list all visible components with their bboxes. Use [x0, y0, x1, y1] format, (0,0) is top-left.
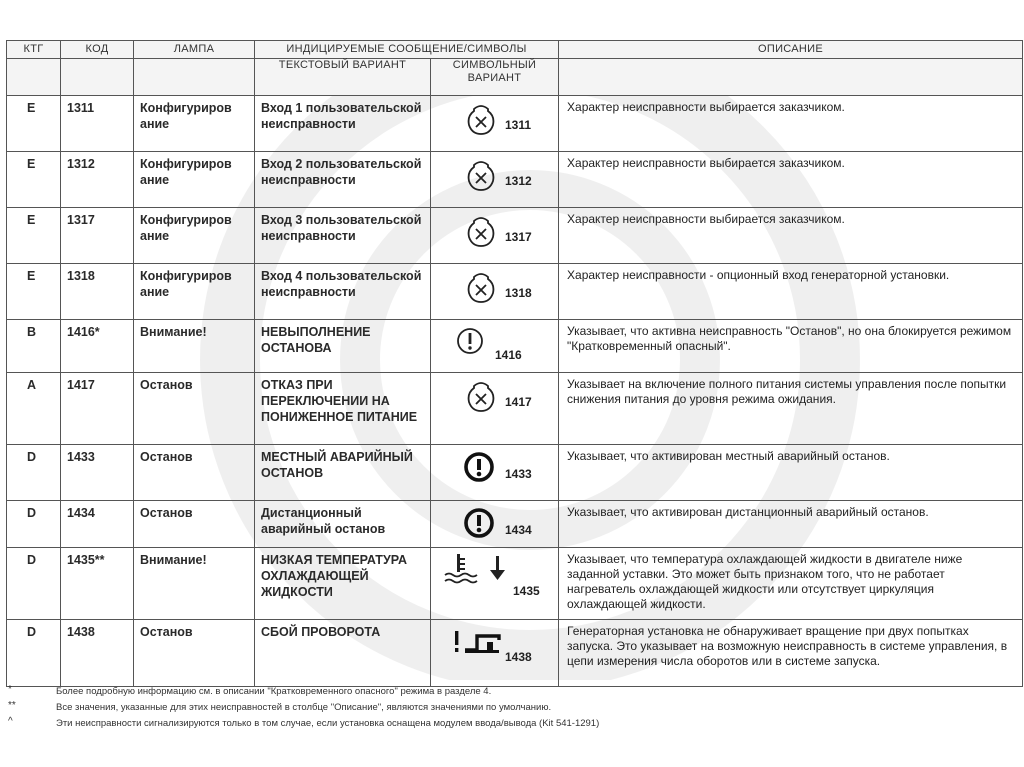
symbol-variant — [431, 373, 558, 444]
code-value-cell — [61, 445, 134, 501]
lamp-value-cell — [134, 501, 255, 548]
text-variant-cell — [255, 320, 431, 373]
code-value: 1311 — [67, 101, 95, 115]
code-value: 1317 — [67, 213, 95, 227]
subheader-text-variant: ТЕКСТОВЫЙ ВАРИАНТ — [255, 59, 431, 96]
table-row — [7, 208, 1023, 264]
text-variant: Вход 2 пользовательской неисправности — [261, 157, 422, 187]
footnote — [6, 700, 1022, 716]
code-value-cell — [61, 548, 134, 620]
description-value: Характер неисправности выбирается заказчиком. — [567, 212, 845, 226]
text-variant-cell — [255, 620, 431, 687]
description-value-cell — [559, 96, 1023, 152]
ktg-value-cell — [7, 445, 61, 501]
lamp-value: Останов — [140, 506, 193, 520]
symbol-variant-cell — [431, 548, 559, 620]
code-value-cell — [61, 96, 134, 152]
symbol-variant — [431, 152, 558, 207]
code-value: 1417 — [67, 378, 95, 392]
footnotes — [6, 684, 1022, 732]
text-variant-cell — [255, 445, 431, 501]
symbol-code: 1434 — [505, 523, 532, 537]
lamp-value: Конфигуриров ание — [140, 101, 232, 131]
footnote-text: Более подробную информацию см. в описании "Кратковременного опасного" режима в разделе 4. — [56, 686, 492, 697]
symbol-variant-cell — [431, 152, 559, 208]
text-variant: НЕВЫПОЛНЕНИЕ ОСТАНОВА — [261, 325, 371, 355]
code-value-cell — [61, 620, 134, 687]
lamp-value-cell — [134, 620, 255, 687]
description-value: Характер неисправности выбирается заказчиком. — [567, 156, 845, 170]
description-value: Указывает, что активирован дистанционный аварийный останов. — [567, 505, 929, 519]
subheader-row — [7, 59, 1023, 96]
footnote-text: Все значения, указанные для этих неисправностей в столбце "Описание", являются значениями по умолчанию. — [56, 702, 552, 713]
code-value-cell — [61, 501, 134, 548]
code-value: 1438 — [67, 625, 95, 639]
ktg-value: D — [27, 553, 37, 567]
symbol-variant — [431, 501, 558, 547]
table-row — [7, 320, 1023, 373]
text-variant-cell — [255, 373, 431, 445]
footnote-mark: ^ — [8, 716, 13, 727]
text-variant-cell — [255, 152, 431, 208]
description-value: Указывает, что активна неисправность "Останов", но она блокируется режимом "Кратковременный опасный". — [567, 324, 1012, 353]
lamp-value: Конфигуриров ание — [140, 157, 232, 187]
lamp-value-cell — [134, 208, 255, 264]
lamp-value-cell — [134, 445, 255, 501]
text-variant: Вход 4 пользовательской неисправности — [261, 269, 422, 299]
description-value-cell — [559, 320, 1023, 373]
ktg-value: E — [27, 101, 36, 115]
code-value: 1416* — [67, 325, 100, 339]
symbol-variant — [431, 264, 558, 319]
symbol-code: 1417 — [505, 395, 532, 409]
table-row — [7, 373, 1023, 445]
description-value-cell — [559, 548, 1023, 620]
symbol-code: 1311 — [505, 118, 532, 132]
symbol-code: 1433 — [505, 467, 532, 481]
footnote-mark: * — [8, 684, 12, 695]
code-value-cell — [61, 264, 134, 320]
fault-code-table — [6, 40, 1023, 687]
symbol-variant-cell — [431, 208, 559, 264]
ktg-value: D — [27, 450, 37, 464]
subheader-symbol-variant-line1: СИМВОЛЬНЫЙ — [452, 59, 537, 71]
symbol-variant-cell — [431, 501, 559, 548]
symbol-variant — [431, 208, 558, 263]
subheader-symbol-variant-line2: ВАРИАНТ — [467, 72, 522, 84]
symbol-variant — [431, 96, 558, 151]
symbol-variant — [431, 320, 558, 372]
table-row — [7, 96, 1023, 152]
description-value: Характер неисправности выбирается заказчиком. — [567, 100, 845, 114]
lamp-value-cell — [134, 548, 255, 620]
lamp-value: Внимание! — [140, 553, 207, 567]
ktg-value: E — [27, 213, 36, 227]
ktg-value-cell — [7, 501, 61, 548]
code-value: 1434 — [67, 506, 95, 520]
subheader-symbol-variant — [431, 59, 559, 96]
description-value-cell — [559, 208, 1023, 264]
description-value: Генераторная установка не обнаруживает вращение при двух попытках запуска. Это указывает на возможную неисправность в системе управления, в цепи измерения числа оборотов или в системе запуска. — [567, 624, 1008, 668]
ktg-value-cell — [7, 620, 61, 687]
text-variant: НИЗКАЯ ТЕМПЕРАТУРА ОХЛАЖДАЮЩЕЙ ЖИДКОСТИ — [261, 553, 407, 599]
lamp-value: Конфигуриров ание — [140, 269, 232, 299]
code-value: 1318 — [67, 269, 95, 283]
lamp-value: Внимание! — [140, 325, 207, 339]
header-indicated: ИНДИЦИРУЕМЫЕ СООБЩЕНИЕ/СИМВОЛЫ — [255, 41, 559, 59]
description-value: Указывает на включение полного питания системы управления после попытки снижения питания до уровня режима ожидания. — [567, 377, 1007, 406]
description-value-cell — [559, 501, 1023, 548]
text-variant-cell — [255, 264, 431, 320]
symbol-code: 1435 — [513, 584, 540, 598]
description-value: Указывает, что температура охлаждающей жидкости в двигателе ниже заданной уставки. Это может быть признаком того, что не работает нагреватель охлаждающей жидкости или отсутствует циркуляция охлаждающей жидкости. — [567, 552, 963, 611]
table-row — [7, 264, 1023, 320]
lamp-value: Останов — [140, 450, 193, 464]
lamp-value: Останов — [140, 625, 193, 639]
text-variant: Вход 3 пользовательской неисправности — [261, 213, 422, 243]
header-lamp: ЛАМПА — [134, 41, 255, 59]
ktg-value: B — [27, 325, 37, 339]
description-value: Характер неисправности - опционный вход генераторной установки. — [567, 268, 950, 282]
subheader-empty-ktg — [7, 59, 61, 96]
table-row — [7, 501, 1023, 548]
ktg-value-cell — [7, 264, 61, 320]
ktg-value-cell — [7, 152, 61, 208]
lamp-value-cell — [134, 264, 255, 320]
header-row — [7, 41, 1023, 59]
subheader-empty-code — [61, 59, 134, 96]
description-value-cell — [559, 264, 1023, 320]
lamp-value-cell — [134, 373, 255, 445]
ktg-value-cell — [7, 96, 61, 152]
footnote — [6, 716, 1022, 732]
description-value-cell — [559, 620, 1023, 687]
footnote-text: Эти неисправности сигнализируются только в том случае, если установка оснащена модулем ввода/вывода (Kit 541-1291) — [56, 718, 600, 729]
table-row — [7, 620, 1023, 687]
code-value-cell — [61, 373, 134, 445]
text-variant: Вход 1 пользовательской неисправности — [261, 101, 422, 131]
lamp-value-cell — [134, 96, 255, 152]
ktg-value: D — [27, 625, 37, 639]
code-value-cell — [61, 152, 134, 208]
table-row — [7, 445, 1023, 501]
ktg-value: D — [27, 506, 37, 520]
symbol-variant — [431, 548, 558, 619]
lamp-value: Конфигуриров ание — [140, 213, 232, 243]
description-value-cell — [559, 152, 1023, 208]
code-value: 1435** — [67, 553, 105, 567]
header-ktg: КТГ — [7, 41, 61, 59]
table-body — [7, 96, 1023, 687]
subheader-empty-lamp — [134, 59, 255, 96]
symbol-code: 1318 — [505, 286, 532, 300]
description-value-cell — [559, 373, 1023, 445]
ktg-value: A — [27, 378, 37, 392]
symbol-variant — [431, 620, 558, 686]
ktg-value-cell — [7, 548, 61, 620]
ktg-value: E — [27, 269, 36, 283]
symbol-variant-cell — [431, 96, 559, 152]
code-value-cell — [61, 320, 134, 373]
text-variant-cell — [255, 96, 431, 152]
code-value: 1312 — [67, 157, 95, 171]
lamp-value-cell — [134, 320, 255, 373]
table-row — [7, 152, 1023, 208]
text-variant: СБОЙ ПРОВОРОТА — [261, 625, 381, 639]
ktg-value-cell — [7, 373, 61, 445]
code-value-cell — [61, 208, 134, 264]
table-row — [7, 548, 1023, 620]
text-variant-cell — [255, 548, 431, 620]
ktg-value: E — [27, 157, 36, 171]
symbol-variant-cell — [431, 373, 559, 445]
symbol-code: 1438 — [505, 650, 532, 664]
description-value-cell — [559, 445, 1023, 501]
fault-code-table-frame — [6, 40, 1022, 687]
ktg-value-cell — [7, 208, 61, 264]
symbol-variant — [431, 445, 558, 500]
text-variant-cell — [255, 208, 431, 264]
text-variant: МЕСТНЫЙ АВАРИЙНЫЙ ОСТАНОВ — [261, 450, 413, 480]
symbol-variant-cell — [431, 445, 559, 501]
lamp-value-cell — [134, 152, 255, 208]
text-variant: ОТКАЗ ПРИ ПЕРЕКЛЮЧЕНИИ НА ПОНИЖЕННОЕ ПИТАНИЕ — [261, 378, 418, 424]
description-value: Указывает, что активирован местный аварийный останов. — [567, 449, 890, 463]
ktg-value-cell — [7, 320, 61, 373]
footnote — [6, 684, 1022, 700]
symbol-code: 1416 — [495, 348, 522, 362]
subheader-empty-description — [559, 59, 1023, 96]
symbol-variant-cell — [431, 320, 559, 373]
text-variant: Дистанционный аварийный останов — [261, 506, 386, 536]
header-code: КОД — [61, 41, 134, 59]
code-value: 1433 — [67, 450, 95, 464]
header-description: ОПИСАНИЕ — [559, 41, 1023, 59]
symbol-variant-cell — [431, 264, 559, 320]
text-variant-cell — [255, 501, 431, 548]
footnote-mark: ** — [8, 700, 16, 711]
symbol-variant-cell — [431, 620, 559, 687]
symbol-code: 1312 — [505, 174, 532, 188]
symbol-code: 1317 — [505, 230, 532, 244]
lamp-value: Останов — [140, 378, 193, 392]
